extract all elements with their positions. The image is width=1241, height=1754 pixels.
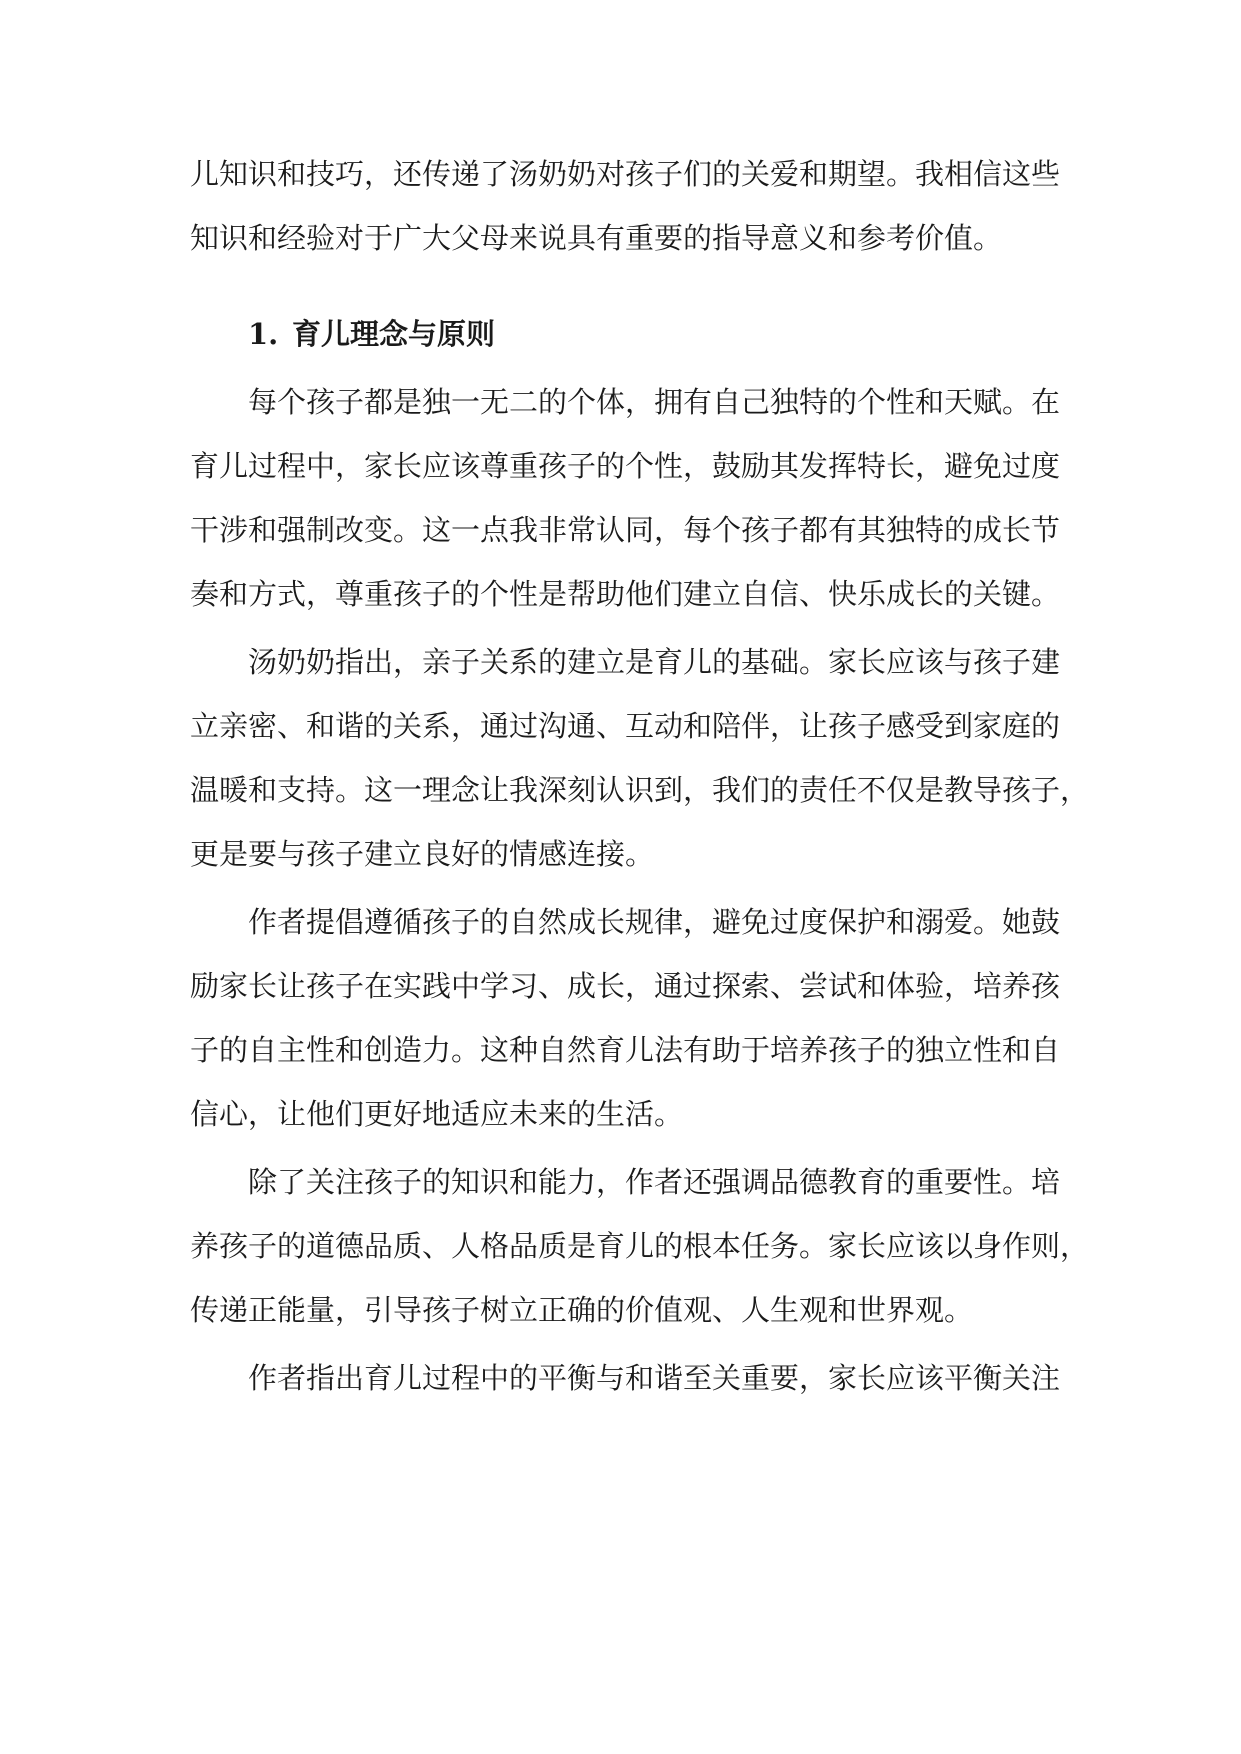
text-line: 励家长让孩子在实践中学习、成长，通过探索、尝试和体验，培养孩 (190, 969, 1061, 1003)
text-line: 奏和方式，尊重孩子的个性是帮助他们建立自信、快乐成长的关键。 (190, 577, 1061, 611)
text-line: 儿知识和技巧，还传递了汤奶奶对孩子们的关爱和期望。我相信这些 (190, 157, 1061, 191)
section-title: 育儿理念与原则 (292, 317, 496, 351)
paragraph (190, 370, 1061, 626)
intro-paragraph (190, 142, 1061, 270)
text-line: 每个孩子都是独一无二的个体，拥有自己独特的个性和天赋。在 (248, 385, 1061, 419)
text-line: 温暖和支持。这一理念让我深刻认识到，我们的责任不仅是教导孩子， (190, 773, 1090, 807)
text-line: 信心，让他们更好地适应未来的生活。 (190, 1097, 684, 1131)
text-line: 知识和经验对于广大父母来说具有重要的指导意义和参考价值。 (190, 221, 1003, 255)
text-line: 养孩子的道德品质、人格品质是育儿的根本任务。家长应该以身作则， (190, 1229, 1090, 1263)
text-line: 汤奶奶指出，亲子关系的建立是育儿的基础。家长应该与孩子建 (248, 645, 1061, 679)
text-line: 育儿过程中，家长应该尊重孩子的个性，鼓励其发挥特长，避免过度 (190, 449, 1061, 483)
text-line: 更是要与孩子建立良好的情感连接。 (190, 837, 655, 871)
text-line: 子的自主性和创造力。这种自然育儿法有助于培养孩子的独立性和自 (190, 1033, 1061, 1067)
text-line: 作者指出育儿过程中的平衡与和谐至关重要，家长应该平衡关注 (248, 1361, 1061, 1395)
paragraph (190, 890, 1061, 1146)
document-body (190, 142, 1090, 1410)
section-number: 1. (248, 317, 279, 351)
spacer (190, 270, 1055, 302)
section-heading (190, 302, 1055, 366)
paragraph (190, 1346, 1061, 1410)
text-line: 作者提倡遵循孩子的自然成长规律，避免过度保护和溺爱。她鼓 (248, 905, 1061, 939)
text-line: 干涉和强制改变。这一点我非常认同，每个孩子都有其独特的成长节 (190, 513, 1061, 547)
paragraph (190, 1150, 1090, 1342)
text-line: 传递正能量，引导孩子树立正确的价值观、人生观和世界观。 (190, 1293, 974, 1327)
text-line: 立亲密、和谐的关系，通过沟通、互动和陪伴，让孩子感受到家庭的 (190, 709, 1061, 743)
paragraph (190, 630, 1090, 886)
text-line: 除了关注孩子的知识和能力，作者还强调品德教育的重要性。培 (248, 1165, 1061, 1199)
